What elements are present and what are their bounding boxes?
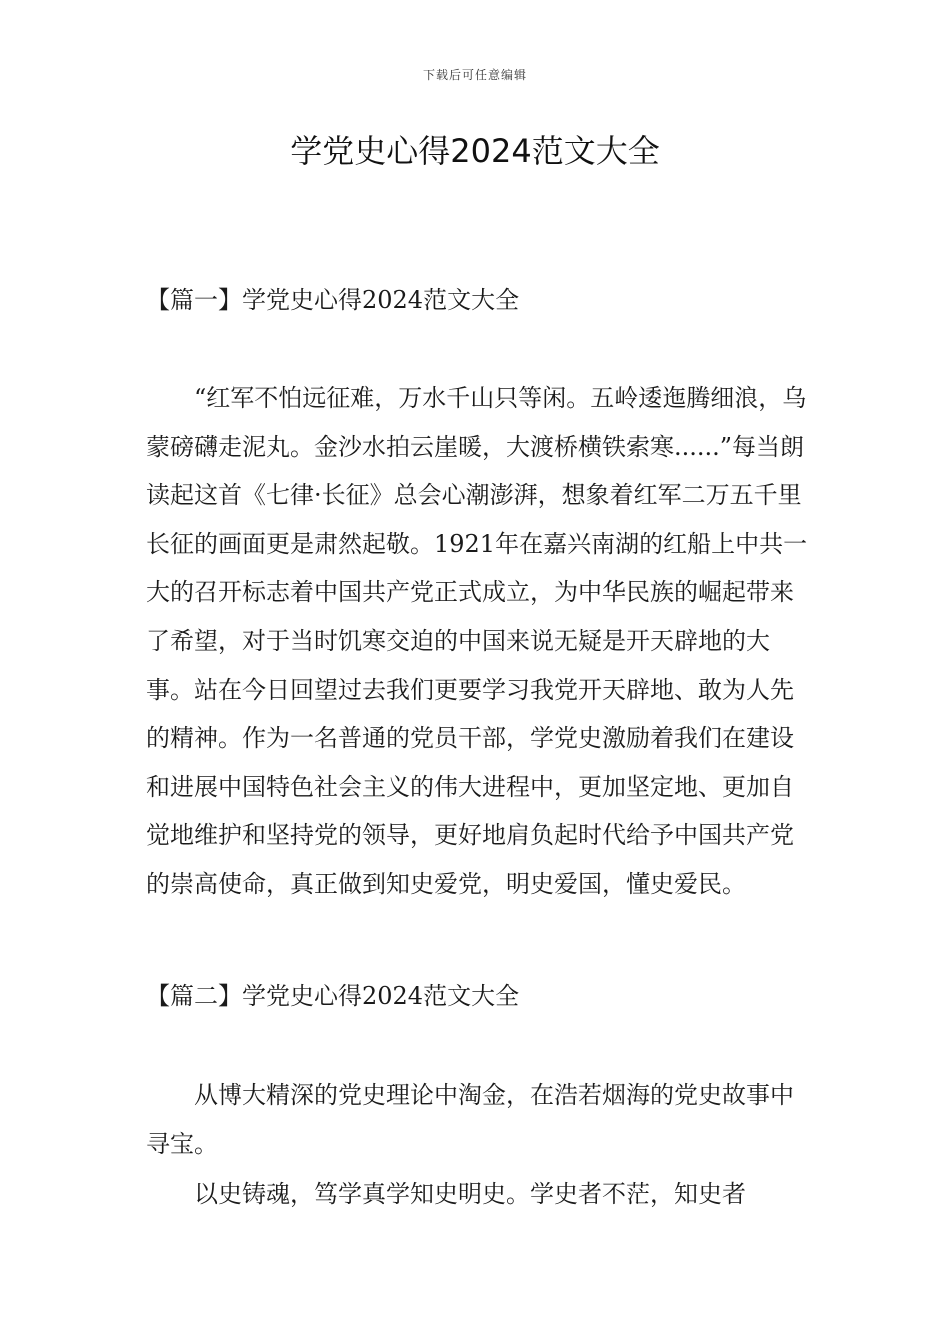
section-heading-1: 【篇一】学党史心得2024范文大全: [146, 286, 520, 314]
paragraph-2: 从博大精深的党史理论中淘金，在浩若烟海的党史故事中寻宝。: [146, 1081, 794, 1158]
paragraph-1: “红军不怕远征难，万水千山只等闲。五岭逶迤腾细浪，乌蒙磅礴走泥丸。金沙水拍云崖暖，大渡桥横铁索寒......”每当朗读起这首《七律·长征》总会心潮澎湃，想象着红军二万五千里长征的画面更是肃然起敬。1921年在嘉兴南湖的红船上中共一大的召开标志着中国共产党正式成立，为中华民族的崛起带来了希望，对于当时饥寒交迫的中国来说无疑是开天辟地的大事。站在今日回望过去我们更要学习我党开天辟地、敢为人先的精神。作为一名普通的党员干部，学党史激励着我们在建设和进展中国特色社会主义的伟大进程中，更加坚定地、更加自觉地维护和坚持党的领导，更好地肩负起时代给予中国共产党的崇高使命，真正做到知史爱党，明史爱国，懂史爱民。: [146, 384, 808, 898]
section-heading-2: 【篇二】学党史心得2024范文大全: [146, 982, 520, 1010]
document-title: 学党史心得2024范文大全: [290, 132, 660, 170]
page-header: 下载后可任意编辑: [422, 68, 527, 82]
paragraph-3: 以史铸魂，笃学真学知史明史。学史者不茫，知史者: [194, 1180, 746, 1208]
